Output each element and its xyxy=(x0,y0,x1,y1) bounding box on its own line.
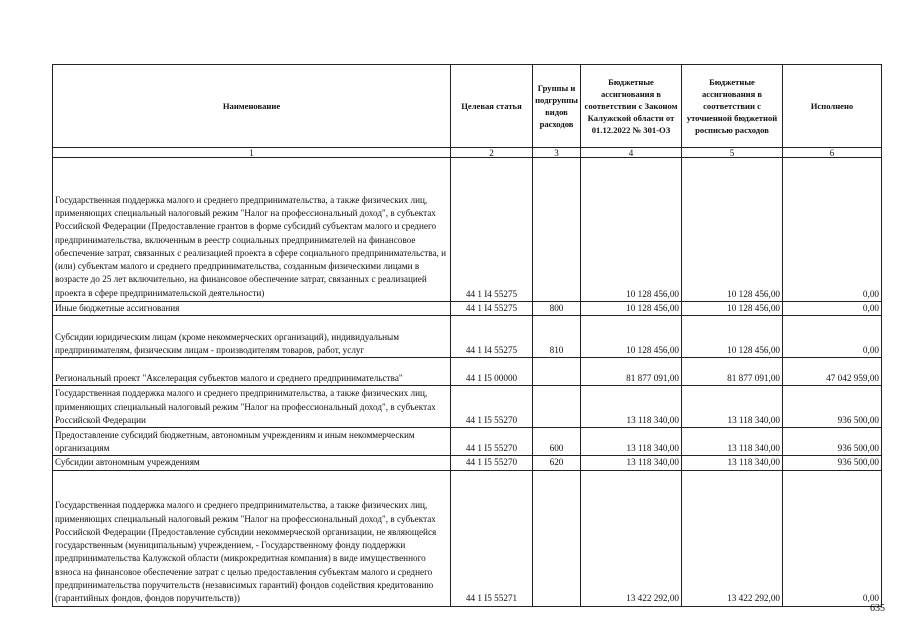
row-executed-amount: 936 500,00 xyxy=(783,386,882,428)
row-name: Региональный проект "Акселерация субъектов малого и среднего предпринимательства" xyxy=(53,358,451,386)
row-name: Государственная поддержка малого и среднего предпринимательства, а также физических лиц, применяющих специальный налоговый режим "Налог на профессиональный доход", в субъектах Российской Федерации xyxy=(53,386,451,428)
row-executed-amount: 0,00 xyxy=(783,470,882,606)
row-expense-group xyxy=(533,158,581,302)
table-header-row xyxy=(53,65,882,148)
column-number: 3 xyxy=(533,148,581,158)
column-number: 6 xyxy=(783,148,882,158)
row-revised-amount: 13 118 340,00 xyxy=(682,428,783,456)
row-target-article: 44 1 I5 55270 xyxy=(451,456,533,470)
row-target-article: 44 1 I4 55275 xyxy=(451,316,533,358)
row-revised-amount: 13 422 292,00 xyxy=(682,470,783,606)
row-revised-amount: 81 877 091,00 xyxy=(682,358,783,386)
table-row xyxy=(53,456,882,470)
row-target-article: 44 1 I5 00000 xyxy=(451,358,533,386)
row-revised-amount: 10 128 456,00 xyxy=(682,302,783,316)
row-executed-amount: 0,00 xyxy=(783,158,882,302)
row-name: Государственная поддержка малого и среднего предпринимательства, а также физических лиц, применяющих специальный налоговый режим "Налог на профессиональный доход", в субъектах Российской Федерации (Предоставление грантов в форме субсидий субъектам малого и среднего предпринимательства, включенным в реестр социальных предпринимателей на финансовое обеспечение затрат, связанных с реализацией проекта в сфере социального предпринимательства, и (или) субъектам малого и среднего предпринимательства, созданным физическими лицами в возрасте до 25 лет включительно, на финансовое обеспечение затрат, связанных с реализацией проекта в сфере предпринимательской деятельности) xyxy=(53,158,451,302)
table-row xyxy=(53,386,882,428)
row-expense-group: 600 xyxy=(533,428,581,456)
budget-table xyxy=(52,64,882,607)
row-expense-group: 800 xyxy=(533,302,581,316)
row-law-amount: 13 422 292,00 xyxy=(581,470,682,606)
table-row xyxy=(53,316,882,358)
column-number: 4 xyxy=(581,148,682,158)
header-executed: Исполнено xyxy=(783,65,882,148)
row-name: Государственная поддержка малого и среднего предпринимательства, а также физических лиц, применяющих специальный налоговый режим "Налог на профессиональный доход", в субъектах Российской Федерации (Предоставление субсидии некоммерческой организации, не являющейся государственным (муниципальным) учреждением, - Государственному фонду поддержки предпринимательства Калужской области (микрокредитная компания) в виде имущественного взноса на финансовое обеспечение затрат с целью предоставления субъектам малого и среднего предпринимательства поручительств (независимых гарантий) фондов содействия кредитованию (гарантийных фондов, фондов поручительств)) xyxy=(53,470,451,606)
row-name: Иные бюджетные ассигнования xyxy=(53,302,451,316)
header-name: Наименование xyxy=(53,65,451,148)
row-expense-group xyxy=(533,470,581,606)
row-revised-amount: 13 118 340,00 xyxy=(682,456,783,470)
row-expense-group xyxy=(533,386,581,428)
row-executed-amount: 936 500,00 xyxy=(783,456,882,470)
table-row xyxy=(53,428,882,456)
row-executed-amount: 0,00 xyxy=(783,302,882,316)
table-row xyxy=(53,302,882,316)
table-row xyxy=(53,358,882,386)
header-revised-allocations: Бюджетные ассигнования в соответствии с уточненной бюджетной росписью расходов xyxy=(682,65,783,148)
row-law-amount: 10 128 456,00 xyxy=(581,158,682,302)
column-number: 1 xyxy=(53,148,451,158)
row-target-article: 44 1 I4 55275 xyxy=(451,302,533,316)
header-law-allocations: Бюджетные ассигнования в соответствии с Законом Калужской области от 01.12.2022 № 301-ОЗ xyxy=(581,65,682,148)
column-number: 5 xyxy=(682,148,783,158)
row-law-amount: 13 118 340,00 xyxy=(581,386,682,428)
row-law-amount: 13 118 340,00 xyxy=(581,456,682,470)
row-executed-amount: 936 500,00 xyxy=(783,428,882,456)
column-number-row xyxy=(53,148,882,158)
page-number: 635 xyxy=(870,603,885,614)
row-name: Субсидии юридическим лицам (кроме некоммерческих организаций), индивидуальным предпринимателям, физическим лицам - производителям товаров, работ, услуг xyxy=(53,316,451,358)
row-expense-group: 620 xyxy=(533,456,581,470)
table-row xyxy=(53,470,882,606)
row-revised-amount: 13 118 340,00 xyxy=(682,386,783,428)
row-target-article: 44 1 I4 55275 xyxy=(451,158,533,302)
header-expense-groups: Группы и подгруппы видов расходов xyxy=(533,65,581,148)
table-row xyxy=(53,158,882,302)
row-target-article: 44 1 I5 55270 xyxy=(451,428,533,456)
column-number: 2 xyxy=(451,148,533,158)
row-expense-group: 810 xyxy=(533,316,581,358)
row-law-amount: 81 877 091,00 xyxy=(581,358,682,386)
row-name: Предоставление субсидий бюджетным, автономным учреждениям и иным некоммерческим организациям xyxy=(53,428,451,456)
row-law-amount: 13 118 340,00 xyxy=(581,428,682,456)
row-target-article: 44 1 I5 55270 xyxy=(451,386,533,428)
row-revised-amount: 10 128 456,00 xyxy=(682,158,783,302)
row-name: Субсидии автономным учреждениям xyxy=(53,456,451,470)
row-executed-amount: 0,00 xyxy=(783,316,882,358)
row-executed-amount: 47 042 959,00 xyxy=(783,358,882,386)
row-law-amount: 10 128 456,00 xyxy=(581,302,682,316)
row-revised-amount: 10 128 456,00 xyxy=(682,316,783,358)
header-target-article: Целевая статья xyxy=(451,65,533,148)
row-target-article: 44 1 I5 55271 xyxy=(451,470,533,606)
row-law-amount: 10 128 456,00 xyxy=(581,316,682,358)
row-expense-group xyxy=(533,358,581,386)
